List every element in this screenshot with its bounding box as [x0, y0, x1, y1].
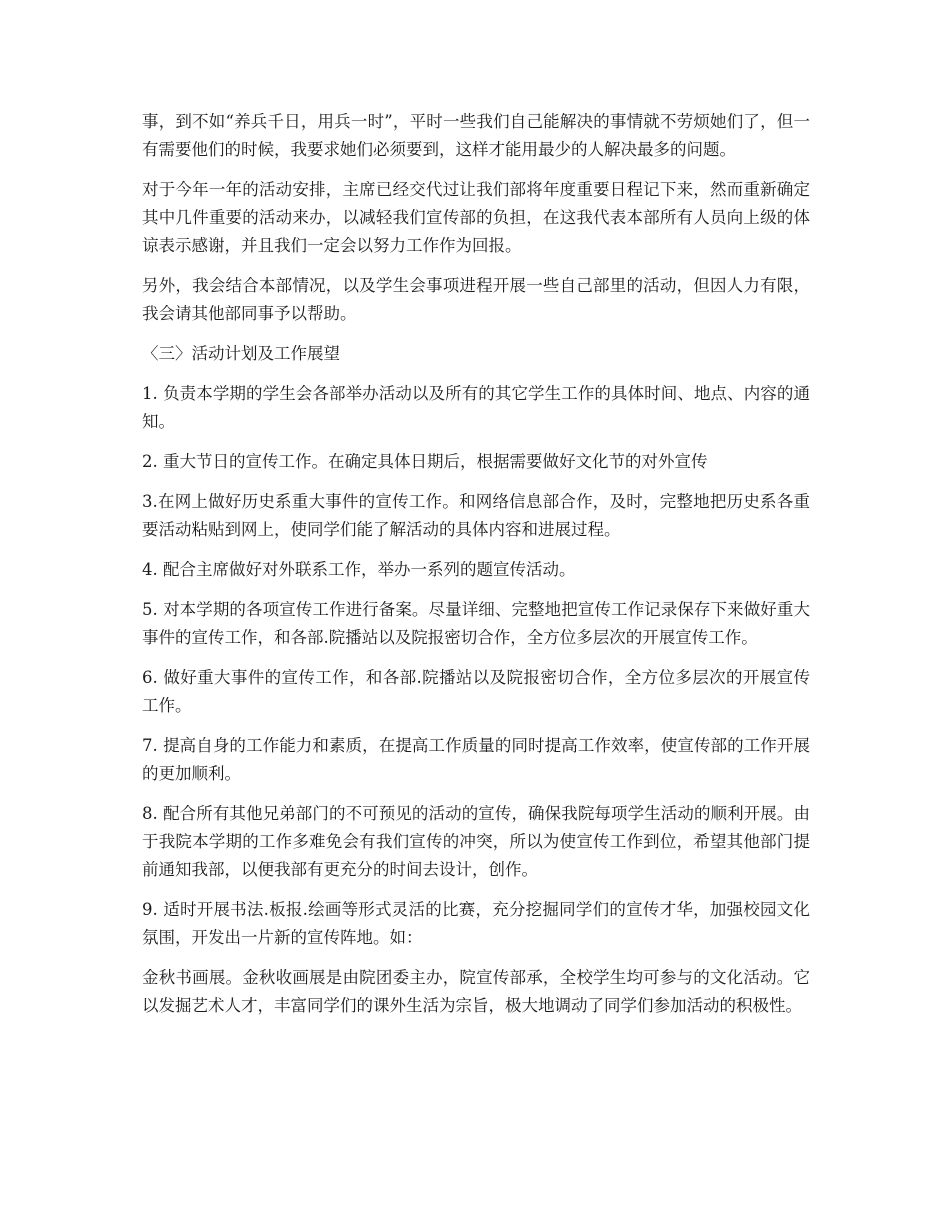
- paragraph-annual-schedule: 对于今年一年的活动安排，主席已经交代过让我们部将年度重要日程记下来，然而重新确定其中几件重要的活动来办，以减轻我们宣传部的负担，在这我代表本部所有人员向上级的体谅表示感谢，并且我们一定会以努力工作作为回报。: [142, 180, 810, 255]
- section-heading-activity-plan: 〈三〉活动计划及工作展望: [142, 344, 340, 363]
- list-item-2: 2. 重大节日的宣传工作。在确定具体日期后，根据需要做好文化节的对外宣传: [142, 452, 708, 471]
- list-item-4: 4. 配合主席做好对外联系工作，举办一系列的题宣传活动。: [142, 560, 576, 579]
- paragraph-continuation: 事，到不如“养兵千日，用兵一时”，平时一些我们自己能解决的事情就不劳烦她们了，但一有需要他们的时候，我要求她们必须要到，这样才能用最少的人解决最多的问题。: [142, 112, 810, 159]
- list-item-5: 5. 对本学期的各项宣传工作进行备案。尽量详细、完整地把宣传工作记录保存下来做好重大事件的宣传工作，和各部.院播站以及院报密切合作，全方位多层次的开展宣传工作。: [142, 600, 810, 647]
- paragraph-autumn-exhibition: 金秋书画展。金秋收画展是由院团委主办，院宣传部承，全校学生均可参与的文化活动。它以发掘艺术人才，丰富同学们的课外生活为宗旨，极大地调动了同学们参加活动的积极性。: [142, 968, 810, 1015]
- list-item-6: 6. 做好重大事件的宣传工作，和各部.院播站以及院报密切合作，全方位多层次的开展宣传工作。: [142, 668, 810, 715]
- list-item-8: 8. 配合所有其他兄弟部门的不可预见的活动的宣传，确保我院每项学生活动的顺利开展。由于我院本学期的工作多难免会有我们宣传的冲突，所以为使宣传工作到位，希望其他部门提前通知我部，以便我部有更充分的时间去设计，创作。: [142, 804, 810, 879]
- list-item-9: 9. 适时开展书法.板报.绘画等形式灵活的比赛，充分挖掘同学们的宣传才华，加强校园文化氛围，开发出一片新的宣传阵地。如：: [142, 900, 810, 947]
- list-item-7: 7. 提高自身的工作能力和素质，在提高工作质量的同时提高工作效率，使宣传部的工作开展的更加顺利。: [142, 736, 810, 783]
- list-item-1: 1. 负责本学期的学生会各部举办活动以及所有的其它学生工作的具体时间、地点、内容的通知。: [142, 384, 810, 431]
- paragraph-department-activities: 另外，我会结合本部情况，以及学生会事项进程开展一些自己部里的活动，但因人力有限，我会请其他部同事予以帮助。: [142, 276, 810, 323]
- list-item-3: 3.在网上做好历史系重大事件的宣传工作。和网络信息部合作，及时，完整地把历史系各重要活动粘贴到网上，使同学们能了解活动的具体内容和进展过程。: [142, 492, 810, 539]
- document-body: [142, 108, 810, 1032]
